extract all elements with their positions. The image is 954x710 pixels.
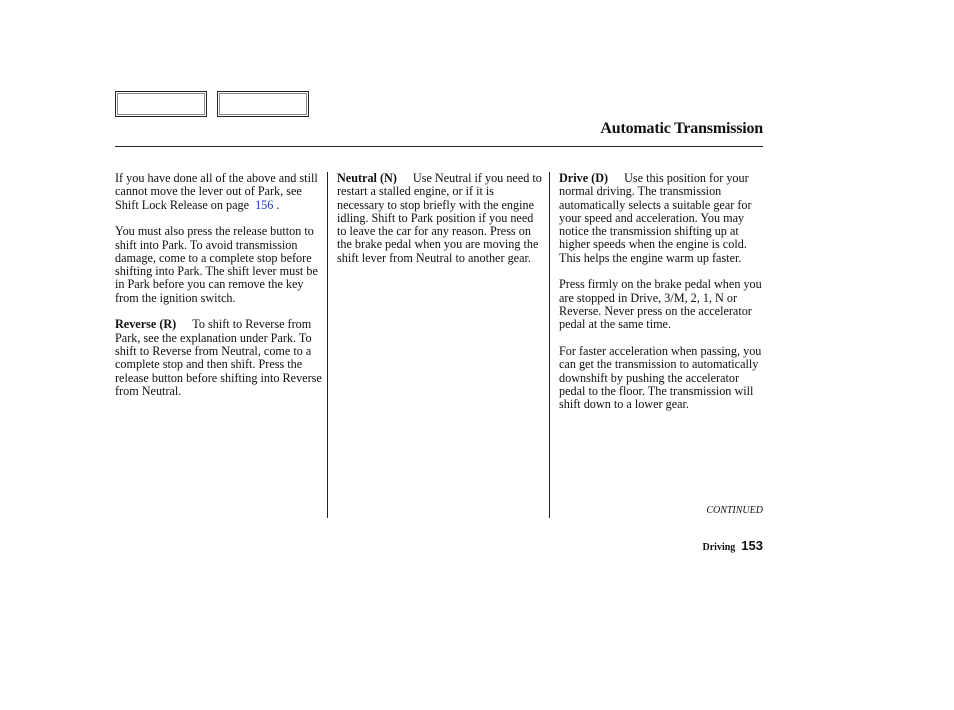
nav-button-previous[interactable] xyxy=(115,91,207,117)
continued-label: CONTINUED xyxy=(706,505,763,516)
page-title: Automatic Transmission xyxy=(600,120,763,137)
paragraph-release-button: You must also press the release button to shift into Park. To avoid transmission damage, come to a complete stop before shifting into Park. The shift lever must be in Park before you can remove the key from the ignition switch. xyxy=(115,224,318,305)
page-footer xyxy=(703,537,763,555)
nav-button-next[interactable] xyxy=(217,91,309,117)
paragraph-shift-lock xyxy=(115,172,323,212)
heading-reverse: Reverse (R) xyxy=(115,317,177,332)
paragraph-text: Use this position for your normal driving. The transmission automatically selects a suitable gear for your speed and acceleration. You may notice the transmission shifting up at higher speeds when the engine is cold. This helps the engine warm up faster. xyxy=(559,171,752,265)
page-number: 153 xyxy=(741,538,763,553)
paragraph-reverse xyxy=(115,318,323,398)
paragraph-acceleration: For faster acceleration when passing, you can get the transmission to automatically downshift by pushing the accelerator pedal to the floor. The transmission will shift down to a lower gear. xyxy=(559,344,762,412)
column-divider xyxy=(327,172,328,518)
column-1 xyxy=(115,172,323,412)
paragraph-brake-pedal: Press firmly on the brake pedal when you are stopped in Drive, 3/M, 2, 1, N or Reverse. Never press on the accelerator pedal at the same time. xyxy=(559,277,762,332)
heading-neutral: Neutral (N) xyxy=(337,171,397,185)
paragraph-text: Use Neutral if you need to restart a stalled engine, or if it is necessary to stop briefly with the engine idling. Shift to Park position if you need to leave the car for any reason. Press on the brake pedal when you are moving the shift lever from Neutral to another gear. xyxy=(337,171,542,265)
title-divider xyxy=(115,146,763,147)
paragraph-text: If you have done all of the above and still cannot move the lever out of Park, see Shift Lock Release on page xyxy=(115,171,318,212)
paragraph-drive xyxy=(559,172,765,265)
section-label: Driving xyxy=(702,542,736,553)
column-2 xyxy=(337,172,543,278)
paragraph-text: To shift to Reverse from Park, see the explanation under Park. To shift to Reverse from Neutral, come to a complete stop and then shift. Press the release button before shifting into Reverse from Neutral. xyxy=(115,317,322,398)
paragraph-end: . xyxy=(276,197,280,212)
column-3 xyxy=(559,172,765,425)
page-link-156[interactable]: 156 xyxy=(255,197,274,212)
heading-drive: Drive (D) xyxy=(559,171,609,185)
paragraph-neutral xyxy=(337,172,543,265)
column-divider xyxy=(549,172,550,518)
